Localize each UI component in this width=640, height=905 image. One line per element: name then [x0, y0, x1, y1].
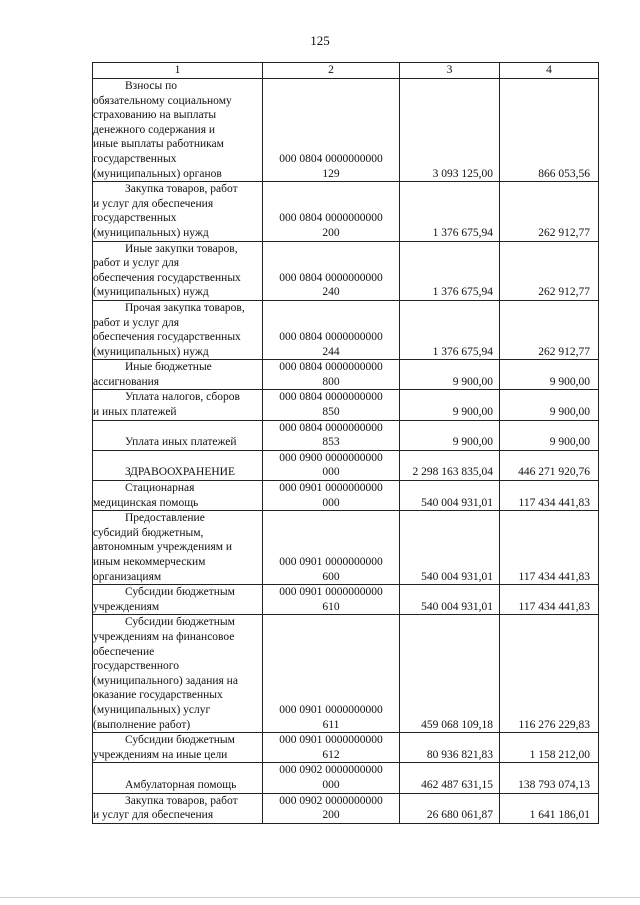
table-row [93, 511, 599, 585]
row-value-col4: 9 900,00 [500, 390, 599, 420]
row-code: 000 0901 0000000000 610 [263, 585, 400, 615]
row-name: Закупка товаров, работ и услуг для обеспечения [93, 793, 263, 823]
row-name: Уплата иных платежей [93, 420, 263, 450]
row-name: Субсидии бюджетным учреждениям на иные цели [93, 733, 263, 763]
row-code: 000 0902 0000000000 000 [263, 763, 400, 793]
table-row [93, 241, 599, 300]
row-code: 000 0901 0000000000 612 [263, 733, 400, 763]
row-code: 000 0901 0000000000 611 [263, 615, 400, 733]
scan-edge [0, 897, 640, 898]
row-value-col3: 80 936 821,83 [400, 733, 500, 763]
row-value-col4: 866 053,56 [500, 79, 599, 182]
row-value-col3: 3 093 125,00 [400, 79, 500, 182]
row-name: Предоставление субсидий бюджетным, автономным учреждениям и иным некоммерческим организациям [93, 511, 263, 585]
row-code: 000 0804 0000000000 240 [263, 241, 400, 300]
budget-table [92, 62, 599, 824]
row-code: 000 0804 0000000000 853 [263, 420, 400, 450]
row-value-col3: 540 004 931,01 [400, 585, 500, 615]
row-value-col4: 117 434 441,83 [500, 481, 599, 511]
row-value-col4: 117 434 441,83 [500, 585, 599, 615]
row-name: Уплата налогов, сборов и иных платежей [93, 390, 263, 420]
row-name: Субсидии бюджетным учреждениям на финансовое обеспечение государственного (муниципального) задания на оказание государственных (муниципальных) услуг (выполнение работ) [93, 615, 263, 733]
table-row [93, 79, 599, 182]
row-code: 000 0804 0000000000 200 [263, 182, 400, 241]
row-value-col4: 117 434 441,83 [500, 511, 599, 585]
row-value-col4: 262 912,77 [500, 241, 599, 300]
row-value-col4: 262 912,77 [500, 300, 599, 359]
row-name: Иные закупки товаров, работ и услуг для обеспечения государственных (муниципальных) нужд [93, 241, 263, 300]
row-code: 000 0902 0000000000 200 [263, 793, 400, 823]
row-value-col3: 540 004 931,01 [400, 511, 500, 585]
row-value-col4: 9 900,00 [500, 420, 599, 450]
row-value-col4: 1 641 186,01 [500, 793, 599, 823]
table-row [93, 763, 599, 793]
row-value-col3: 9 900,00 [400, 420, 500, 450]
row-code: 000 0901 0000000000 000 [263, 481, 400, 511]
table-row [93, 733, 599, 763]
row-name: Амбулаторная помощь [93, 763, 263, 793]
page-number: 125 [310, 33, 330, 48]
row-value-col3: 26 680 061,87 [400, 793, 500, 823]
row-value-col3: 462 487 631,15 [400, 763, 500, 793]
row-value-col3: 540 004 931,01 [400, 481, 500, 511]
row-value-col4: 262 912,77 [500, 182, 599, 241]
row-code: 000 0804 0000000000 800 [263, 360, 400, 390]
row-value-col3: 1 376 675,94 [400, 300, 500, 359]
column-header: 4 [500, 63, 599, 79]
table-row [93, 450, 599, 480]
row-value-col3: 2 298 163 835,04 [400, 450, 500, 480]
column-header: 3 [400, 63, 500, 79]
table-row [93, 615, 599, 733]
table-row [93, 420, 599, 450]
row-code: 000 0901 0000000000 600 [263, 511, 400, 585]
column-header: 2 [263, 63, 400, 79]
row-value-col3: 1 376 675,94 [400, 241, 500, 300]
table-row [93, 481, 599, 511]
row-code: 000 0900 0000000000 000 [263, 450, 400, 480]
row-value-col3: 1 376 675,94 [400, 182, 500, 241]
table-row [93, 300, 599, 359]
row-value-col3: 459 068 109,18 [400, 615, 500, 733]
row-name: Иные бюджетные ассигнования [93, 360, 263, 390]
row-name: Стационарная медицинская помощь [93, 481, 263, 511]
table-row [93, 585, 599, 615]
table-row [93, 182, 599, 241]
row-name: Закупка товаров, работ и услуг для обеспечения государственных (муниципальных) нужд [93, 182, 263, 241]
row-code: 000 0804 0000000000 850 [263, 390, 400, 420]
row-code: 000 0804 0000000000 129 [263, 79, 400, 182]
row-code: 000 0804 0000000000 244 [263, 300, 400, 359]
table-row [93, 360, 599, 390]
column-header: 1 [93, 63, 263, 79]
row-value-col4: 116 276 229,83 [500, 615, 599, 733]
row-value-col3: 9 900,00 [400, 390, 500, 420]
row-name: Прочая закупка товаров, работ и услуг для обеспечения государственных (муниципальных) нужд [93, 300, 263, 359]
row-value-col4: 1 158 212,00 [500, 733, 599, 763]
row-value-col3: 9 900,00 [400, 360, 500, 390]
row-name: Субсидии бюджетным учреждениям [93, 585, 263, 615]
row-name: ЗДРАВООХРАНЕНИЕ [93, 450, 263, 480]
row-value-col4: 9 900,00 [500, 360, 599, 390]
row-value-col4: 446 271 920,76 [500, 450, 599, 480]
table-row [93, 390, 599, 420]
row-value-col4: 138 793 074,13 [500, 763, 599, 793]
table-header-row [93, 63, 599, 79]
row-name: Взносы по обязательному социальному страхованию на выплаты денежного содержания и иные выплаты работникам государственных (муниципальных) органов [93, 79, 263, 182]
table-row [93, 793, 599, 823]
